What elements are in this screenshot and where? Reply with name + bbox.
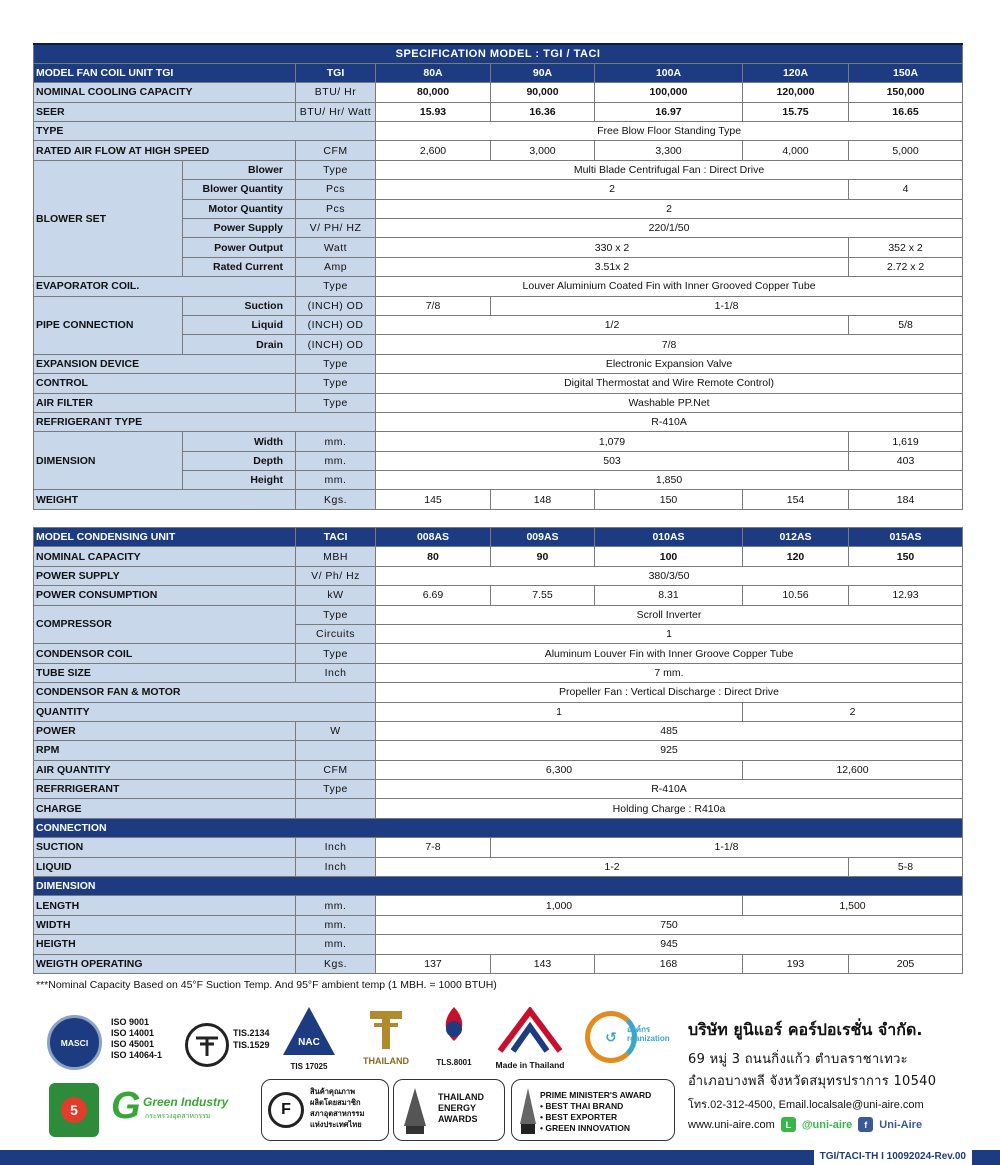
pm-award-logo <box>511 1079 675 1141</box>
fti-icon: F <box>268 1092 304 1128</box>
unit-cell: mm. <box>296 471 376 490</box>
row-label: HEIGTH <box>34 935 296 954</box>
value-cell: 380/3/50 <box>376 566 963 585</box>
value-cell: 7.55 <box>491 586 595 605</box>
table-row <box>34 935 963 954</box>
tis-codes <box>233 1027 270 1051</box>
value-cell: 12.93 <box>849 586 963 605</box>
organization-text: องค์กร rganization <box>627 1025 670 1043</box>
value-cell: 145 <box>376 490 491 509</box>
value-cell: 1 <box>376 624 963 643</box>
row-label: LENGTH <box>34 896 296 915</box>
table-row <box>34 63 963 82</box>
value-cell: 2,600 <box>376 141 491 160</box>
table-row <box>34 296 963 315</box>
row-label: RPM <box>34 741 296 760</box>
unit-cell: mm. <box>296 432 376 451</box>
row-label: WEIGHT <box>34 490 296 509</box>
row-label: EXPANSION DEVICE <box>34 354 296 373</box>
sub-label: Power Output <box>183 238 296 257</box>
value-cell: 150 <box>595 490 743 509</box>
sub-label: Power Supply <box>183 219 296 238</box>
model-label: MODEL FAN COIL UNIT TGI <box>34 63 296 82</box>
value-cell: 220/1/50 <box>376 219 963 238</box>
sub-label: Suction <box>183 296 296 315</box>
value-cell: 750 <box>376 915 963 934</box>
unit-cell: CFM <box>296 760 376 779</box>
table-row <box>34 412 963 431</box>
value-cell: 15.75 <box>743 102 849 121</box>
member-text: สินค้าคุณภาพ ผลิตโดยสมาชิก สภาอุตสาหกรรม แห่งประเทศไทย <box>310 1087 365 1129</box>
value-cell: 7/8 <box>376 335 963 354</box>
value-cell: 90 <box>491 547 595 566</box>
energy-awards-text: THAILAND ENERGY AWARDS <box>438 1092 484 1124</box>
table-row <box>34 122 963 141</box>
table-row <box>34 741 963 760</box>
thailand-trust-logo <box>351 1007 421 1071</box>
value-cell: 184 <box>849 490 963 509</box>
iso-list <box>111 1017 162 1061</box>
row-label: NOMINAL COOLING CAPACITY <box>34 83 296 102</box>
sub-label: Width <box>183 432 296 451</box>
tis17025-logo <box>281 1005 337 1071</box>
row-label: EVAPORATOR COIL. <box>34 277 296 296</box>
row-label: CONDENSOR COIL <box>34 644 296 663</box>
value-cell: 503 <box>376 451 849 470</box>
table-row <box>34 374 963 393</box>
unit-cell: Type <box>296 374 376 393</box>
row-label: POWER <box>34 721 296 740</box>
value-cell: 100 <box>595 547 743 566</box>
unit-cell: Pcs <box>296 180 376 199</box>
value-cell: 485 <box>376 721 963 740</box>
energy-label-5-icon: 5 <box>49 1083 99 1137</box>
table-row <box>34 490 963 509</box>
thailand-trust-text: THAILAND <box>363 1056 409 1066</box>
table-row <box>34 838 963 857</box>
value-cell: 193 <box>743 954 849 973</box>
unit-cell: Kgs. <box>296 490 376 509</box>
unit-cell: Inch <box>296 857 376 876</box>
table-row <box>34 432 963 451</box>
table-row <box>34 760 963 779</box>
unit-cell: Type <box>296 605 376 624</box>
row-label: RATED AIR FLOW AT HIGH SPEED <box>34 141 296 160</box>
model-cell: 012AS <box>743 528 849 547</box>
value-cell: 4 <box>849 180 963 199</box>
group-label: PIPE CONNECTION <box>34 296 183 354</box>
row-label: CONDENSOR FAN & MOTOR <box>34 683 376 702</box>
row-label: CONTROL <box>34 374 296 393</box>
value-cell: Holding Charge : R410a <box>376 799 963 818</box>
value-cell: Washable PP.Net <box>376 393 963 412</box>
iso-item: ISO 45001 <box>111 1039 155 1049</box>
value-cell: 16.36 <box>491 102 595 121</box>
value-cell: 330 x 2 <box>376 238 849 257</box>
row-label: POWER SUPPLY <box>34 566 296 585</box>
value-cell: 12,600 <box>743 760 963 779</box>
value-cell: 1,850 <box>376 471 963 490</box>
unit-cell: (INCH) OD <box>296 315 376 334</box>
unit-cell: mm. <box>296 896 376 915</box>
row-label: REFRIGERANT TYPE <box>34 412 376 431</box>
company-address-2: อำเภอบางพลี จังหวัดสมุทรปราการ 10540 <box>688 1074 937 1089</box>
table-row <box>34 702 963 721</box>
unit-cell: TACI <box>296 528 376 547</box>
value-cell: 1,079 <box>376 432 849 451</box>
company-info <box>688 1018 988 1132</box>
member-quality-logo <box>261 1079 389 1141</box>
certification-logos <box>45 1005 675 1145</box>
section-header: DIMENSION <box>34 877 963 896</box>
spec-title: SPECIFICATION MODEL : TGI / TACI <box>34 44 963 63</box>
value-cell: 120,000 <box>743 83 849 102</box>
table-row <box>34 586 963 605</box>
row-label: CHARGE <box>34 799 296 818</box>
value-cell: 1-1/8 <box>491 838 963 857</box>
model-cell: 120A <box>743 63 849 82</box>
value-cell: 15.93 <box>376 102 491 121</box>
unit-cell: Type <box>296 780 376 799</box>
model-cell: 150A <box>849 63 963 82</box>
row-label: WEIGTH OPERATING <box>34 954 296 973</box>
value-cell: 403 <box>849 451 963 470</box>
model-cell: 010AS <box>595 528 743 547</box>
table-row <box>34 896 963 915</box>
table-row <box>34 721 963 740</box>
table-row <box>34 780 963 799</box>
value-cell: R-410A <box>376 780 963 799</box>
table-row <box>34 354 963 373</box>
value-cell: 3.51x 2 <box>376 257 849 276</box>
condensing-spec-table <box>33 527 963 974</box>
table-row <box>34 683 963 702</box>
tls-logo <box>429 1005 479 1071</box>
value-cell: Free Blow Floor Standing Type <box>376 122 963 141</box>
company-contact: โทร.02-312-4500, Email.localsale@uni-aire.com <box>688 1099 924 1111</box>
masci-text: MASCI <box>60 1037 89 1048</box>
value-cell: 945 <box>376 935 963 954</box>
value-cell: Electronic Expansion Valve <box>376 354 963 373</box>
value-cell: 154 <box>743 490 849 509</box>
tls-icon <box>437 1005 471 1053</box>
table-row <box>34 644 963 663</box>
document-code: TGI/TACI-TH I 10092024-Rev.00 <box>814 1150 972 1165</box>
unit-cell: Inch <box>296 838 376 857</box>
value-cell: 2 <box>743 702 963 721</box>
unit-cell: (INCH) OD <box>296 296 376 315</box>
value-cell: 1-2 <box>376 857 849 876</box>
unit-cell: mm. <box>296 935 376 954</box>
tis-code: TIS.2134 <box>233 1028 270 1038</box>
sub-label: Blower Quantity <box>183 180 296 199</box>
unit-cell: Circuits <box>296 624 376 643</box>
model-cell: 80A <box>376 63 491 82</box>
group-label: BLOWER SET <box>34 160 183 276</box>
pm-award-item: • BEST THAI BRAND <box>540 1101 624 1111</box>
unit-cell: kW <box>296 586 376 605</box>
value-cell: 137 <box>376 954 491 973</box>
model-cell: 015AS <box>849 528 963 547</box>
sub-label: Height <box>183 471 296 490</box>
table-row <box>34 102 963 121</box>
value-cell: 7-8 <box>376 838 491 857</box>
value-cell: Louver Aluminium Coated Fin with Inner Grooved Copper Tube <box>376 277 963 296</box>
value-cell: 8.31 <box>595 586 743 605</box>
pm-trophy-icon <box>518 1086 538 1136</box>
value-cell: 90,000 <box>491 83 595 102</box>
unit-cell: Type <box>296 393 376 412</box>
unit-cell: BTU/ Hr <box>296 83 376 102</box>
model-cell: 008AS <box>376 528 491 547</box>
table-row <box>34 83 963 102</box>
unit-cell <box>296 741 376 760</box>
value-cell: 5/8 <box>849 315 963 334</box>
value-cell: 168 <box>595 954 743 973</box>
value-cell: 7/8 <box>376 296 491 315</box>
value-cell: 2 <box>376 180 849 199</box>
table-row <box>34 877 963 896</box>
value-cell: 5,000 <box>849 141 963 160</box>
value-cell: 16.65 <box>849 102 963 121</box>
value-cell: Digital Thermostat and Wire Remote Control) <box>376 374 963 393</box>
sub-label: Motor Quantity <box>183 199 296 218</box>
value-cell: 148 <box>491 490 595 509</box>
mit-text: Made in Thailand <box>495 1060 565 1070</box>
table-row <box>34 915 963 934</box>
organization-icon: ↺ <box>605 1028 617 1045</box>
svg-text:NAC: NAC <box>298 1037 320 1048</box>
value-cell: R-410A <box>376 412 963 431</box>
table-row <box>34 605 963 624</box>
value-cell: Propeller Fan : Vertical Discharge : Direct Drive <box>376 683 963 702</box>
value-cell: 2 <box>376 199 963 218</box>
value-cell: 6,300 <box>376 760 743 779</box>
table-row <box>34 393 963 412</box>
unit-cell: V/ PH/ HZ <box>296 219 376 238</box>
iso-item: ISO 14064-1 <box>111 1050 163 1060</box>
table-row <box>34 799 963 818</box>
sub-label: Drain <box>183 335 296 354</box>
table-row <box>34 954 963 973</box>
capacity-footnote: ***Nominal Capacity Based on 45°F Suction Temp. And 95°F ambient temp (1 MBH. = 1000 BTUH) <box>36 979 497 991</box>
unit-cell: Amp <box>296 257 376 276</box>
sub-label: Rated Current <box>183 257 296 276</box>
facebook-icon: f <box>858 1117 873 1132</box>
unit-cell: Pcs <box>296 199 376 218</box>
pm-award-item: • GREEN INNOVATION <box>540 1123 631 1133</box>
value-cell: 150 <box>849 547 963 566</box>
table-row <box>34 141 963 160</box>
tis-mark-icon <box>185 1023 229 1067</box>
value-cell: 1,000 <box>376 896 743 915</box>
unit-cell: Type <box>296 644 376 663</box>
value-cell: 3,300 <box>595 141 743 160</box>
value-cell: 7 mm. <box>376 663 963 682</box>
value-cell: 925 <box>376 741 963 760</box>
value-cell: 1-1/8 <box>491 296 963 315</box>
unit-cell: Type <box>296 160 376 179</box>
fan-coil-spec-table <box>33 43 963 510</box>
value-cell: 5-8 <box>849 857 963 876</box>
value-cell: 1/2 <box>376 315 849 334</box>
row-label: TUBE SIZE <box>34 663 296 682</box>
row-label: WIDTH <box>34 915 296 934</box>
value-cell: 1,500 <box>743 896 963 915</box>
company-address-1: 69 หมู่ 3 ถนนกิ่งแก้ว ตำบลราชาเทวะ <box>688 1052 908 1067</box>
value-cell: 120 <box>743 547 849 566</box>
unit-cell: TGI <box>296 63 376 82</box>
row-label: LIQUID <box>34 857 296 876</box>
pm-award-text <box>540 1090 651 1134</box>
unit-cell: Kgs. <box>296 954 376 973</box>
green-industry-sub: กระทรวงอุตสาหกรรม <box>145 1113 211 1120</box>
line-link[interactable]: @uni-aire <box>801 1118 853 1131</box>
unit-cell: BTU/ Hr/ Watt <box>296 102 376 121</box>
thailand-trust-icon <box>366 1007 406 1051</box>
row-label: TYPE <box>34 122 376 141</box>
section-header: CONNECTION <box>34 818 963 837</box>
mit-icon <box>495 1007 565 1055</box>
value-cell: 1 <box>376 702 743 721</box>
value-cell: 352 x 2 <box>849 238 963 257</box>
row-label: COMPRESSOR <box>34 605 296 644</box>
green-industry-text: Green Industry <box>143 1095 229 1109</box>
sub-label: Blower <box>183 160 296 179</box>
table-row <box>34 566 963 585</box>
made-in-thailand-logo <box>485 1007 575 1071</box>
unit-cell: CFM <box>296 141 376 160</box>
model-cell: 009AS <box>491 528 595 547</box>
unit-cell: (INCH) OD <box>296 335 376 354</box>
value-cell: 80,000 <box>376 83 491 102</box>
row-label: SEER <box>34 102 296 121</box>
tls-text: TLS.8001 <box>436 1058 472 1067</box>
value-cell: 100,000 <box>595 83 743 102</box>
table-row <box>34 663 963 682</box>
iso-item: ISO 9001 <box>111 1017 150 1027</box>
sub-label: Liquid <box>183 315 296 334</box>
value-cell: 80 <box>376 547 491 566</box>
unit-cell: Type <box>296 277 376 296</box>
unit-cell <box>296 799 376 818</box>
green-industry-logo <box>111 1085 261 1135</box>
facebook-link[interactable]: Uni-Aire <box>879 1118 923 1131</box>
value-cell: Aluminum Louver Fin with Inner Groove Copper Tube <box>376 644 963 663</box>
value-cell: 4,000 <box>743 141 849 160</box>
value-cell: 3,000 <box>491 141 595 160</box>
unit-cell: Watt <box>296 238 376 257</box>
pm-award-item: • BEST EXPORTER <box>540 1112 618 1122</box>
unit-cell: W <box>296 721 376 740</box>
row-label: REFRRIGERANT <box>34 780 296 799</box>
tis-code: TIS.1529 <box>233 1040 270 1050</box>
value-cell: 1,619 <box>849 432 963 451</box>
iso-item: ISO 14001 <box>111 1028 155 1038</box>
masci-logo <box>47 1015 102 1070</box>
model-cell: 90A <box>491 63 595 82</box>
unit-cell: mm. <box>296 915 376 934</box>
row-label: QUANTITY <box>34 702 376 721</box>
table-row <box>34 277 963 296</box>
value-cell: Multi Blade Centrifugal Fan : Direct Drive <box>376 160 963 179</box>
row-label: POWER CONSUMPTION <box>34 586 296 605</box>
company-web-row <box>688 1117 988 1132</box>
group-label: DIMENSION <box>34 432 183 490</box>
website-link[interactable]: www.uni-aire.com <box>688 1118 775 1131</box>
accreditation-icon <box>281 1005 337 1057</box>
tis17025-text: TIS 17025 <box>290 1062 328 1071</box>
unit-cell: MBH <box>296 547 376 566</box>
line-icon: L <box>781 1117 796 1132</box>
row-label: NOMINAL CAPACITY <box>34 547 296 566</box>
table-row <box>34 818 963 837</box>
value-cell: 150,000 <box>849 83 963 102</box>
unit-cell: Inch <box>296 663 376 682</box>
value-cell: 10.56 <box>743 586 849 605</box>
value-cell: 205 <box>849 954 963 973</box>
row-label: AIR FILTER <box>34 393 296 412</box>
value-cell: 143 <box>491 954 595 973</box>
model-cell: 100A <box>595 63 743 82</box>
value-cell: 2.72 x 2 <box>849 257 963 276</box>
row-label: SUCTION <box>34 838 296 857</box>
model-label: MODEL CONDENSING UNIT <box>34 528 296 547</box>
value-cell: Scroll Inverter <box>376 605 963 624</box>
table-row <box>34 160 963 179</box>
table-row <box>34 857 963 876</box>
unit-cell: mm. <box>296 451 376 470</box>
table-row <box>34 547 963 566</box>
unit-cell: V/ Ph/ Hz <box>296 566 376 585</box>
value-cell: 6.69 <box>376 586 491 605</box>
value-cell: 16.97 <box>595 102 743 121</box>
table-row <box>34 528 963 547</box>
row-label: AIR QUANTITY <box>34 760 296 779</box>
unit-cell: Type <box>296 354 376 373</box>
company-name: บริษัท ยูนิแอร์ คอร์ปอเรชั่น จำกัด. <box>688 1020 923 1039</box>
energy-awards-logo <box>393 1079 505 1141</box>
trophy-icon <box>400 1086 430 1136</box>
green-g-icon: G <box>111 1085 141 1127</box>
pm-award-title: PRIME MINISTER'S AWARD <box>540 1090 652 1100</box>
sub-label: Depth <box>183 451 296 470</box>
